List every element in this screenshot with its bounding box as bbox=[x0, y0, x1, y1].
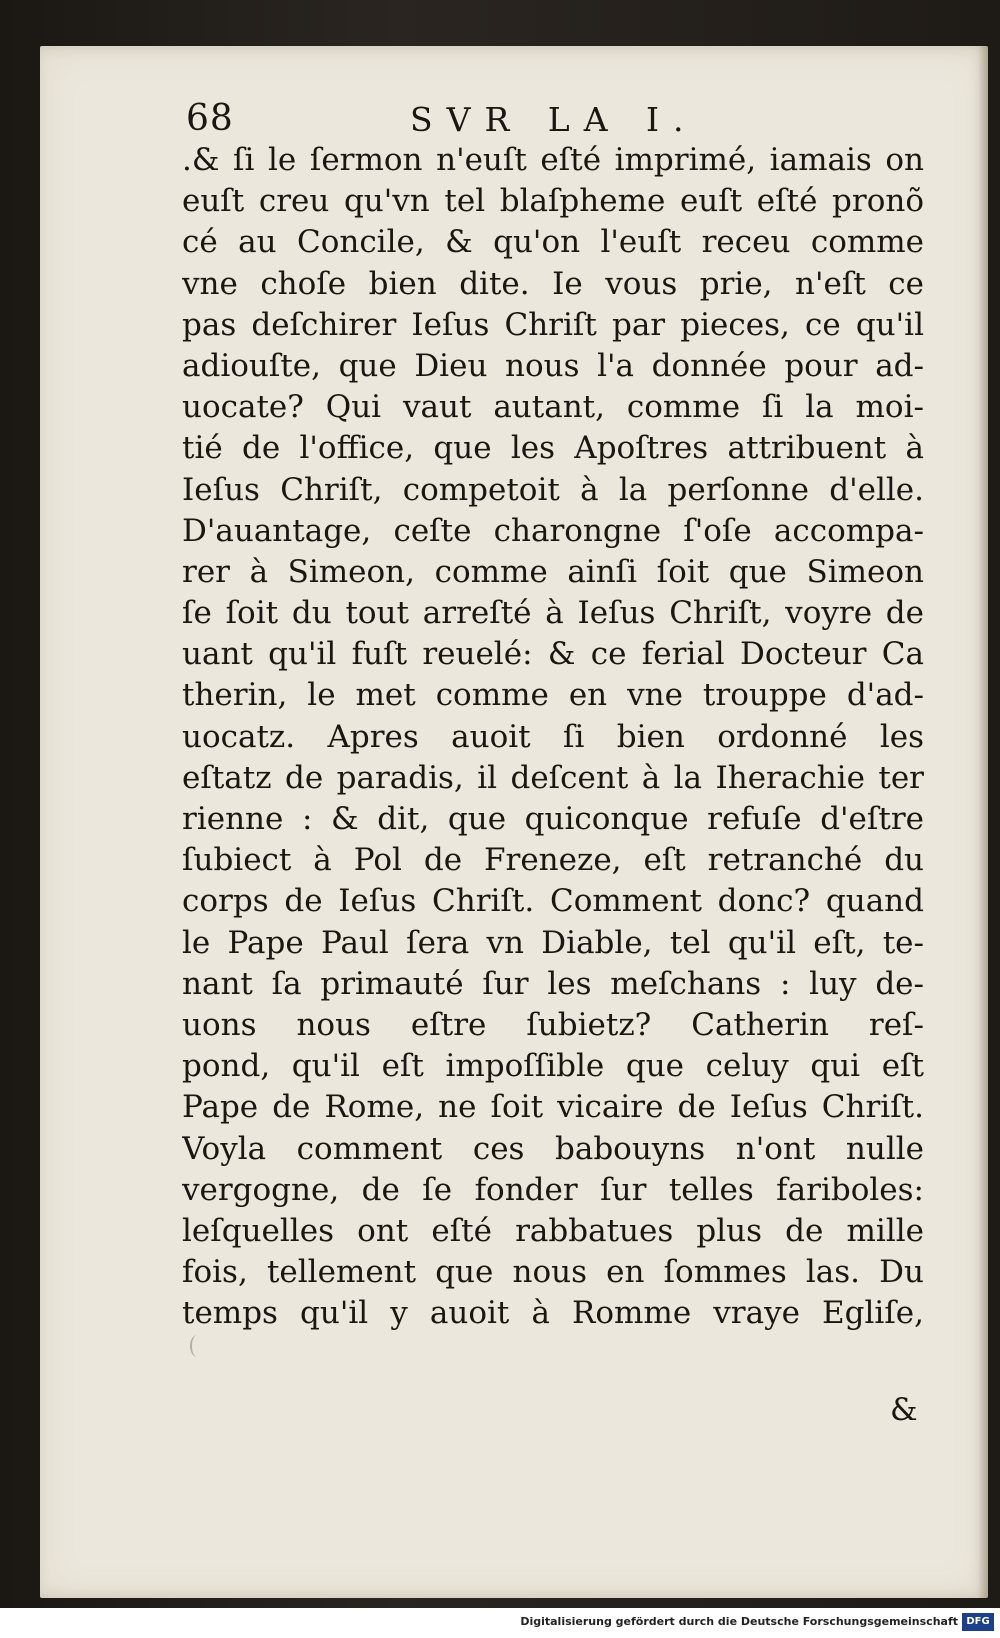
funding-credit: Digitalisierung gefördert durch die Deutsche Forschungsgemeinschaft bbox=[520, 1615, 958, 1628]
text-line: cé au Concile, & qu'on l'euſt receu comme bbox=[182, 224, 924, 261]
catchword: & bbox=[890, 1392, 918, 1428]
page-edge-shadow bbox=[978, 46, 988, 1598]
ink-mark bbox=[190, 1335, 204, 1357]
text-line: .& ſi le ſermon n'euſt eſté imprimé, iamais on bbox=[182, 142, 924, 178]
text-line: nant ſa primauté ſur les meſchans : luy de- bbox=[182, 965, 924, 1002]
text-line: ſubiect à Pol de Freneze, eſt retranché du bbox=[182, 842, 924, 879]
text-line: uocatz. Apres auoit ſi bien ordonné les bbox=[182, 718, 924, 755]
digitization-footer bbox=[0, 1608, 1000, 1638]
text-line: le Pape Paul ſera vn Diable, tel qu'il eſt, te- bbox=[182, 924, 924, 961]
text-line: temps qu'il y auoit à Romme vraye Egliſe, bbox=[182, 1295, 924, 1332]
text-line: ſe ſoit du tout arreſté à Ieſus Chriſt, voyre de bbox=[182, 595, 924, 632]
body-text bbox=[182, 140, 924, 1334]
text-line: D'auantage, ceſte charongne ſ'oſe accompa- bbox=[182, 512, 924, 549]
running-head: SVR LA I. bbox=[410, 100, 698, 139]
text-line: eſtatz de paradis, il deſcent à la Iherachie ter bbox=[182, 759, 924, 796]
text-line: pond, qu'il eſt impoſſible que celuy qui eſt bbox=[182, 1048, 924, 1085]
text-line: uant qu'il fuſt reuelé: & ce ferial Docteur Ca bbox=[182, 636, 924, 673]
text-line: tié de l'office, que les Apoſtres attribuent à bbox=[182, 430, 924, 467]
text-line: vne choſe bien dite. Ie vous prie, n'eſt ce bbox=[182, 265, 924, 302]
text-line: Ieſus Chriſt, competoit à la perſonne d'elle. bbox=[182, 471, 924, 508]
text-line: adiouſte, que Dieu nous l'a donnée pour ad- bbox=[182, 347, 924, 384]
dfg-logo: DFG bbox=[962, 1613, 994, 1631]
text-line: fois, tellement que nous en ſommes las. Du bbox=[182, 1254, 924, 1291]
text-line: pas deſchirer Ieſus Chriſt par pieces, ce qu'il bbox=[182, 306, 924, 343]
text-line: corps de Ieſus Chriſt. Comment donc? quand bbox=[182, 883, 924, 920]
text-line: euſt creu qu'vn tel blaſpheme euſt eſté pronõ bbox=[182, 183, 924, 220]
text-line: Voyla comment ces babouyns n'ont nulle bbox=[182, 1130, 924, 1167]
page-number: 68 bbox=[186, 98, 234, 139]
text-line: uons nous eſtre ſubietz? Catherin reſ- bbox=[182, 1006, 924, 1043]
text-line: leſquelles ont eſté rabbatues plus de mille bbox=[182, 1212, 924, 1249]
text-line: vergogne, de ſe fonder ſur telles fariboles: bbox=[182, 1171, 924, 1208]
text-line: uocate? Qui vaut autant, comme ſi la moi- bbox=[182, 389, 924, 426]
text-line: Pape de Rome, ne ſoit vicaire de Ieſus Chriſt. bbox=[182, 1089, 924, 1126]
text-line: rienne : & dit, que quiconque refuſe d'eſtre bbox=[182, 801, 924, 837]
text-line: therin, le met comme en vne trouppe d'ad- bbox=[182, 677, 924, 714]
text-line: rer à Simeon, comme ainſi ſoit que Simeon bbox=[182, 553, 924, 590]
